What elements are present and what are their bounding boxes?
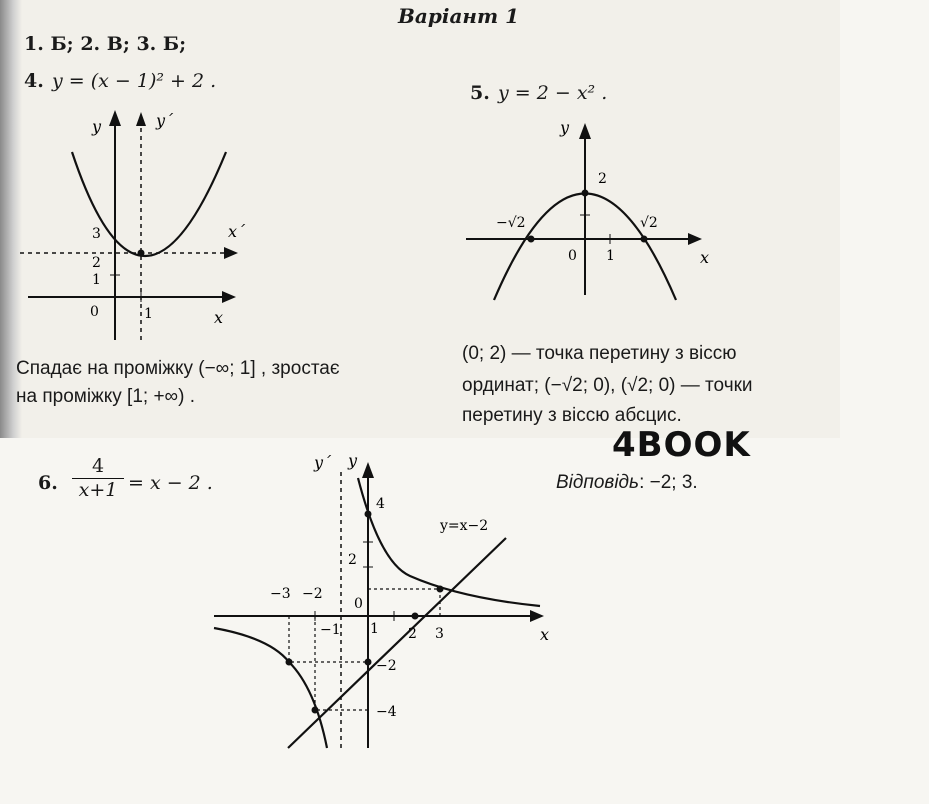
tick-y2-label: 2	[348, 552, 357, 568]
task4-number: 4.	[24, 70, 44, 92]
tick-y3-label: 3	[92, 226, 101, 242]
y-axis-arrow	[109, 110, 121, 126]
vertex-point	[138, 250, 145, 257]
task6-rhs: = x − 2 .	[128, 472, 213, 494]
x-axis-arrow	[688, 233, 702, 245]
axis-x-label: x	[214, 308, 224, 327]
axis-x-label: x	[700, 248, 710, 267]
point-m3-m2	[286, 659, 293, 666]
hyperbola-left	[214, 628, 327, 748]
root-pos-label: √2	[640, 215, 658, 231]
answer-value: : −2; 3.	[639, 472, 698, 493]
task5-number: 5.	[470, 82, 490, 104]
tick-m3-label: −3	[270, 586, 291, 602]
task5-text-line3: перетину з віссю абсцис.	[462, 405, 682, 426]
y-shift-arrow	[136, 112, 146, 126]
tick-m2-label: −2	[302, 586, 323, 602]
x-axis-arrow	[222, 291, 236, 303]
task6-number: 6.	[38, 472, 58, 494]
task5-text-line2: ординат; (−√2; 0), (√2; 0) — точки	[462, 375, 753, 396]
answer-label: Відповідь	[556, 472, 640, 493]
tick-y4-label: 4	[376, 496, 385, 512]
axis-x-shift-label: x´	[228, 222, 246, 241]
tick-2-label: 2	[598, 171, 607, 187]
axis-x-label: x	[540, 625, 550, 644]
task4-text-line1: Спадає на проміжку (−∞; 1] , зростає	[16, 358, 340, 379]
tick-y2-label: 2	[92, 255, 101, 271]
task6-denominator: x+1	[78, 479, 118, 501]
tick-3-label: 3	[435, 626, 444, 642]
axis-y-shift-label: y´	[156, 111, 174, 130]
point-0-4	[365, 511, 372, 518]
point-2-0	[412, 613, 419, 620]
tick-2-label: 2	[408, 626, 417, 642]
task4-graph	[20, 100, 260, 345]
task5-graph	[460, 115, 720, 310]
tick-y1-label: 1	[92, 272, 101, 288]
x-shift-arrow	[224, 247, 238, 259]
tick-m1-label: −1	[320, 622, 341, 638]
answers-line: 1. Б; 2. В; 3. Б;	[24, 33, 187, 55]
x-axis-arrow	[530, 610, 544, 622]
task6-graph	[210, 448, 570, 753]
tick-ym4-label: −4	[376, 704, 397, 720]
task5-text-line1: (0; 2) — точка перетину з віссю	[462, 343, 737, 364]
y-axis-arrow	[579, 123, 591, 139]
task6-answer	[556, 470, 698, 496]
task5-formula: y = 2 − x² .	[498, 82, 608, 104]
task6-numerator: 4	[72, 455, 124, 479]
task6-fraction	[72, 455, 124, 501]
axis-y-label: y	[92, 117, 102, 136]
hyperbola-right	[358, 478, 540, 606]
tick-1-label: 1	[370, 621, 379, 637]
tick-1-label: 1	[606, 248, 615, 264]
task4-formula: y = (x − 1)² + 2 .	[52, 70, 217, 92]
tick-x1-label: 1	[144, 306, 153, 322]
axis-y-shift-label: y´	[314, 453, 332, 472]
point-3-1	[437, 586, 444, 593]
axis-y-label: y	[348, 451, 358, 470]
y-axis-arrow	[362, 462, 374, 478]
point-0-m2	[365, 659, 372, 666]
vertex-point	[582, 190, 589, 197]
tick-0-label: 0	[354, 596, 363, 612]
point-m2-m4	[312, 707, 319, 714]
task4-text-line2: на проміжку [1; +∞) .	[16, 386, 195, 407]
axis-y-label: y	[560, 118, 570, 137]
tick-ym2-label: −2	[376, 658, 397, 674]
page-title: Варіант 1	[398, 4, 520, 28]
line-label: y=x−2	[440, 518, 489, 534]
root-pos-point	[641, 236, 648, 243]
origin-label: 0	[568, 248, 577, 264]
watermark-logo: 4BOOK	[612, 425, 751, 465]
root-neg-label: −√2	[496, 215, 526, 231]
root-neg-point	[528, 236, 535, 243]
origin-label: 0	[90, 304, 99, 320]
line-y-x-2	[288, 538, 506, 748]
